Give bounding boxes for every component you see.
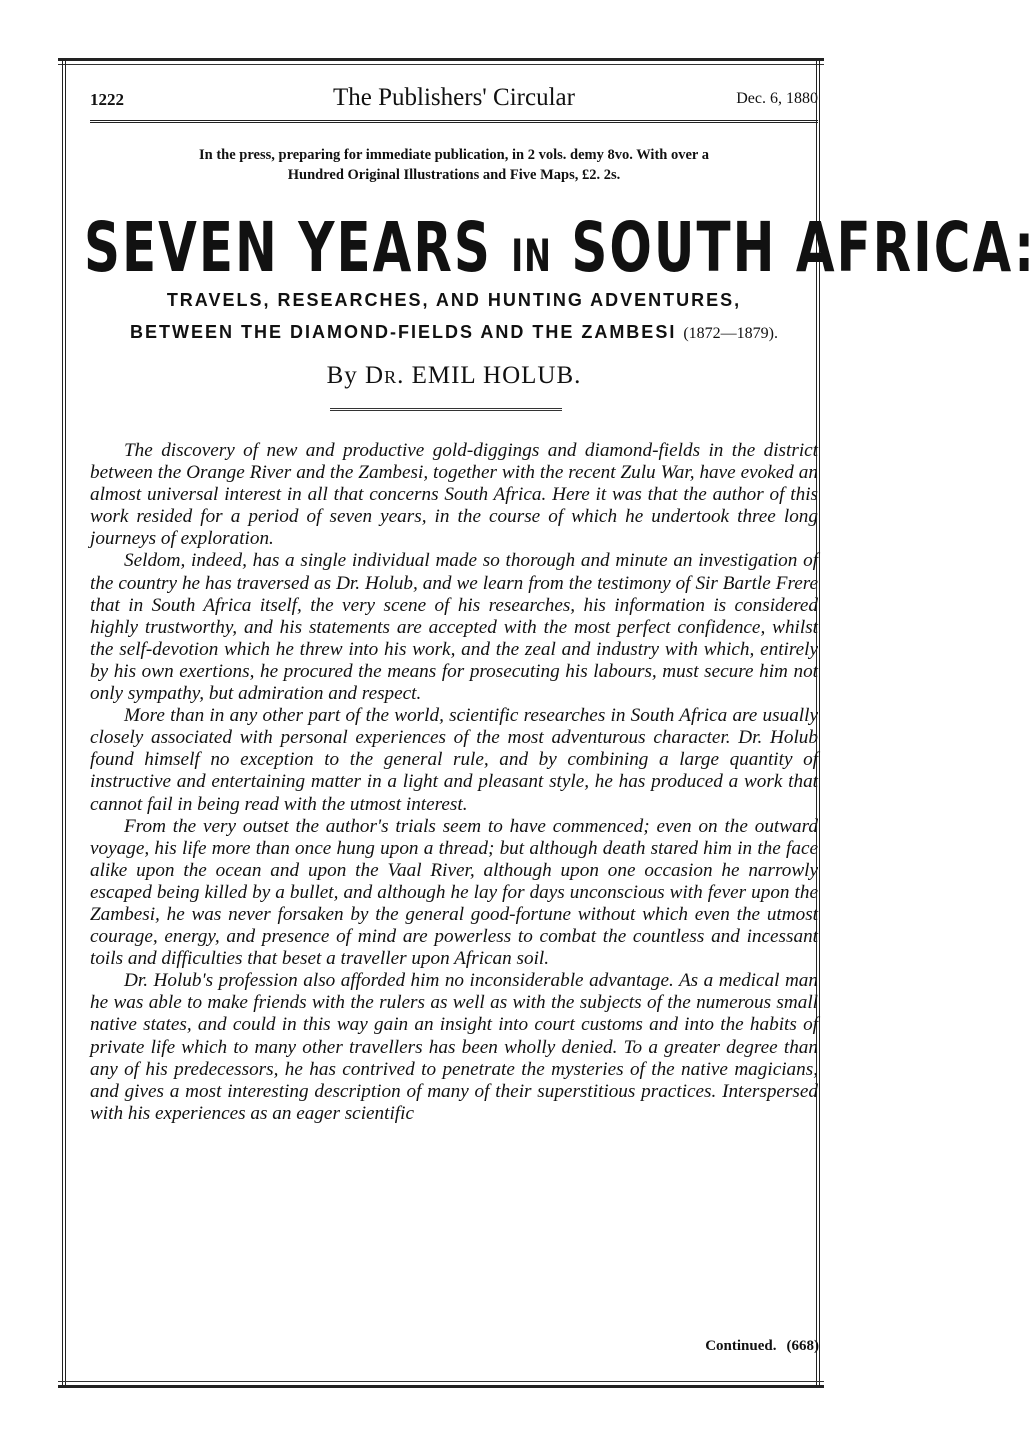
book-title-part-3: SOUTH AFRICA: xyxy=(551,207,1036,288)
book-title-part-1: SEVEN YEARS xyxy=(84,207,512,288)
journal-title: The Publishers' Circular xyxy=(333,84,575,111)
press-notice-line-2: Hundred Original Illustrations and Five Maps, £2. 2s. xyxy=(287,167,621,183)
book-title xyxy=(84,206,1036,297)
continued-ref: (668) xyxy=(786,1338,819,1354)
paragraph-2: Seldom, indeed, has a single individual made so thorough and minute an investigation of the country he has traversed as Dr. Holub, and we learn from the testimony of Sir Bartle Frere that in South Africa itself, the very scene of his researches, his information is considered highly trustworthy, and his statements are accepted with the most perfect confidence, whilst the self-devotion which he threw into his work, and the zeal and industry with which, entirely by his own exertions, he procured the means for prosecuting his labours, must secure him not only sympathy, but admiration and respect. xyxy=(90,550,818,705)
author-line xyxy=(90,362,818,390)
bottom-rule-inner xyxy=(58,1381,824,1382)
book-title-part-2: IN xyxy=(511,229,552,282)
continued-note xyxy=(705,1338,819,1355)
press-notice-line-1: In the press, preparing for immediate publication, in 2 vols. demy 8vo. With over a xyxy=(199,147,709,163)
paragraph-1: The discovery of new and productive gold-diggings and diamond-fields in the district between the Orange River and the Zambesi, together with the recent Zulu War, have evoked an almost universal interest in all that concerns South Africa. Here it was that the author of this work resided for a period of seven years, in the course of which he undertook three long journeys of exploration. xyxy=(90,440,818,550)
bottom-rule xyxy=(58,1385,824,1388)
section-divider xyxy=(330,408,562,414)
paragraph-4: From the very outset the author's trials seem to have commenced; even on the outward voyage, his life more than once hung upon a thread; but although death stared him in the face alike upon the ocean and upon the Vaal River, although upon one occasion he narrowly escaped being killed by a bullet, and although he lay for days unconscious with fever upon the Zambesi, he was never forsaken by the general good-fortune without which even the utmost courage, energy, and presence of mind are powerless to combat the countless and incessant toils and difficulties that beset a traveller upon African soil. xyxy=(90,815,818,970)
body-text xyxy=(90,440,818,1125)
issue-date: Dec. 6, 1880 xyxy=(736,90,818,107)
subtitle-line-1: TRAVELS, RESEARCHES, AND HUNTING ADVENTURES, xyxy=(166,290,742,310)
top-rule-inner xyxy=(58,64,824,65)
running-header xyxy=(90,84,818,118)
subtitle-line-2-text: BETWEEN THE DIAMOND-FIELDS AND THE ZAMBESI xyxy=(130,322,677,342)
subtitle-years: (1872—1879). xyxy=(683,325,778,342)
author-prefix: By xyxy=(326,362,366,389)
top-rule xyxy=(58,58,824,61)
page-number: 1222 xyxy=(90,90,124,109)
subtitle-line-2 xyxy=(90,322,818,343)
continued-label: Continued. xyxy=(705,1338,777,1354)
author-name: Dr. EMIL HOLUB. xyxy=(365,362,582,389)
paragraph-5: Dr. Holub's profession also afforded him no inconsiderable advantage. As a medical man he was able to make friends with the rulers as well as with the subjects of the numerous small native states, and could in this way gain an insight into court customs and into the habits of private life which to many other travellers has been wholly denied. To a greater degree than any of his predecessors, he has contrived to penetrate the mysteries of the native magicians, and gives a most interesting description of many of their superstitious practices. Interspersed with his experiences as an eager scientific xyxy=(90,970,818,1124)
left-rule xyxy=(62,58,66,1388)
press-notice xyxy=(90,145,818,185)
paragraph-3: More than in any other part of the world, scientific researches in South Africa are usually closely associated with personal experiences of the most adventurous character. Dr. Holub found himself no exception to the general rule, and by combining a large quantity of instructive and entertaining matter in a light and pleasant style, he has produced a work that cannot fail in being read with the utmost interest. xyxy=(90,705,818,815)
header-rule xyxy=(90,120,818,126)
